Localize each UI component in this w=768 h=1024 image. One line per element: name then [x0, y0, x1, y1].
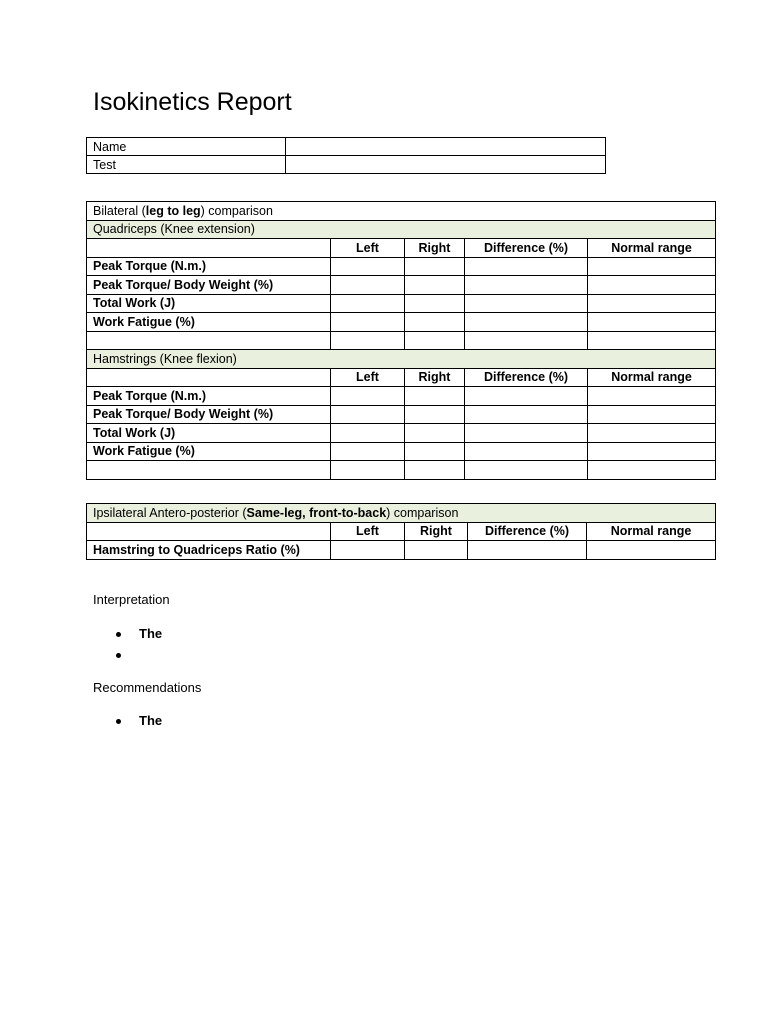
row-label: [87, 331, 331, 350]
data-cell[interactable]: [465, 461, 588, 480]
data-cell[interactable]: [405, 387, 465, 406]
data-cell[interactable]: [468, 541, 587, 560]
data-cell[interactable]: [588, 294, 716, 313]
data-cell[interactable]: [331, 424, 405, 443]
info-label: Test: [87, 156, 286, 174]
data-cell[interactable]: [331, 387, 405, 406]
data-cell[interactable]: [465, 424, 588, 443]
data-cell[interactable]: [588, 442, 716, 461]
ipsilateral-heading: Ipsilateral Antero-posterior (Same-leg, front-to-back) comparison: [87, 504, 716, 523]
data-cell[interactable]: [405, 424, 465, 443]
quadriceps-heading: Quadriceps (Knee extension): [87, 220, 716, 239]
row-label: Hamstring to Quadriceps Ratio (%): [87, 541, 331, 560]
patient-info-table: [86, 137, 606, 174]
data-cell[interactable]: [405, 257, 465, 276]
empty-header-cell: [87, 368, 331, 387]
data-cell[interactable]: [405, 276, 465, 295]
table-row: [87, 294, 716, 313]
quadriceps-column-header-row: [87, 239, 716, 258]
table-row: [87, 442, 716, 461]
table-row: [87, 424, 716, 443]
ipsilateral-heading-row: [87, 504, 716, 523]
empty-header-cell: [87, 522, 331, 541]
bilateral-heading: Bilateral (leg to leg) comparison: [87, 202, 716, 221]
data-cell[interactable]: [405, 442, 465, 461]
data-cell[interactable]: [405, 405, 465, 424]
data-cell[interactable]: [588, 313, 716, 332]
data-cell[interactable]: [465, 405, 588, 424]
row-label: Peak Torque (N.m.): [87, 257, 331, 276]
data-cell[interactable]: [588, 331, 716, 350]
data-cell[interactable]: [331, 313, 405, 332]
hamstrings-column-header-row: [87, 368, 716, 387]
data-cell[interactable]: [331, 294, 405, 313]
data-cell[interactable]: [588, 405, 716, 424]
row-label: [87, 461, 331, 480]
column-header-normal-range: Normal range: [588, 239, 716, 258]
data-cell[interactable]: [331, 442, 405, 461]
table-row: [87, 257, 716, 276]
report-title: Isokinetics Report: [93, 88, 292, 116]
column-header-difference: Difference (%): [465, 368, 588, 387]
data-cell[interactable]: [465, 276, 588, 295]
recommendations-label: Recommendations: [93, 680, 202, 695]
bullet-icon: [116, 632, 121, 637]
row-label: Total Work (J): [87, 294, 331, 313]
data-cell[interactable]: [331, 405, 405, 424]
data-cell[interactable]: [588, 387, 716, 406]
row-label: Peak Torque/ Body Weight (%): [87, 405, 331, 424]
bullet-icon: [116, 653, 121, 658]
name-value-cell[interactable]: [286, 138, 606, 156]
data-cell[interactable]: [405, 541, 468, 560]
data-cell[interactable]: [331, 541, 405, 560]
table-row: [87, 387, 716, 406]
ipsilateral-column-header-row: [87, 522, 716, 541]
data-cell[interactable]: [465, 257, 588, 276]
data-cell[interactable]: [465, 294, 588, 313]
column-header-left: Left: [331, 239, 405, 258]
column-header-normal-range: Normal range: [588, 368, 716, 387]
quadriceps-heading-row: [87, 220, 716, 239]
interpretation-label: Interpretation: [93, 592, 170, 607]
column-header-left: Left: [331, 368, 405, 387]
ipsilateral-comparison-table: [86, 503, 716, 560]
data-cell[interactable]: [405, 331, 465, 350]
list-item[interactable]: The: [113, 623, 162, 644]
hamstrings-heading-row: [87, 350, 716, 369]
data-cell[interactable]: [405, 294, 465, 313]
column-header-right: Right: [405, 239, 465, 258]
table-row: [87, 313, 716, 332]
row-label: Peak Torque/ Body Weight (%): [87, 276, 331, 295]
data-cell[interactable]: [587, 541, 716, 560]
bullet-icon: [116, 719, 121, 724]
test-value-cell[interactable]: [286, 156, 606, 174]
list-item[interactable]: [113, 644, 162, 665]
hamstrings-heading: Hamstrings (Knee flexion): [87, 350, 716, 369]
column-header-difference: Difference (%): [465, 239, 588, 258]
table-row: [87, 276, 716, 295]
table-row: [87, 541, 716, 560]
column-header-left: Left: [331, 522, 405, 541]
bilateral-comparison-table: [86, 201, 716, 480]
column-header-difference: Difference (%): [468, 522, 587, 541]
info-row-test: [87, 156, 606, 174]
data-cell[interactable]: [588, 461, 716, 480]
table-row: [87, 461, 716, 480]
interpretation-list: [113, 623, 162, 665]
data-cell[interactable]: [465, 331, 588, 350]
bilateral-heading-row: [87, 202, 716, 221]
data-cell[interactable]: [331, 257, 405, 276]
recommendations-list: [113, 710, 162, 731]
data-cell[interactable]: [405, 461, 465, 480]
table-row: [87, 405, 716, 424]
column-header-normal-range: Normal range: [587, 522, 716, 541]
empty-header-cell: [87, 239, 331, 258]
info-label: Name: [87, 138, 286, 156]
table-row: [87, 331, 716, 350]
column-header-right: Right: [405, 522, 468, 541]
data-cell[interactable]: [465, 442, 588, 461]
row-label: Total Work (J): [87, 424, 331, 443]
list-item[interactable]: The: [113, 710, 162, 731]
data-cell[interactable]: [331, 276, 405, 295]
data-cell[interactable]: [588, 424, 716, 443]
row-label: Work Fatigue (%): [87, 313, 331, 332]
data-cell[interactable]: [465, 313, 588, 332]
info-row-name: [87, 138, 606, 156]
data-cell[interactable]: [405, 313, 465, 332]
row-label: Work Fatigue (%): [87, 442, 331, 461]
data-cell[interactable]: [331, 461, 405, 480]
row-label: Peak Torque (N.m.): [87, 387, 331, 406]
data-cell[interactable]: [465, 387, 588, 406]
data-cell[interactable]: [331, 331, 405, 350]
data-cell[interactable]: [588, 276, 716, 295]
data-cell[interactable]: [588, 257, 716, 276]
column-header-right: Right: [405, 368, 465, 387]
